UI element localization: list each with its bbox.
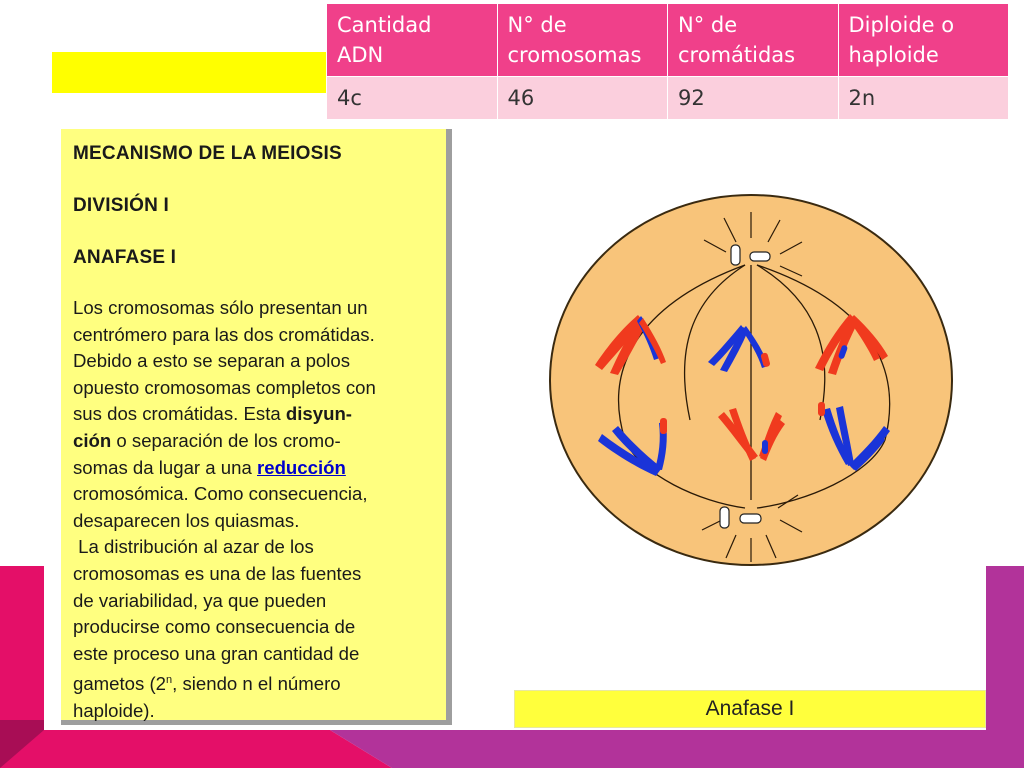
cell-ploidy-value: 2n [838,77,1009,120]
text-line: sus dos cromátidas. Esta disyun- [73,403,353,425]
panel-division: DIVISIÓN I [73,195,169,216]
bottom-band-pink [0,730,392,768]
cell-chromosomes-value: 46 [497,77,668,120]
chromatid-tip [818,402,825,416]
text-line: La distribución al azar de los [73,536,314,558]
panel-title: MECANISMO DE LA MEIOSIS [73,143,342,164]
reduccion-link[interactable]: reducción [257,456,346,478]
table-header-row [327,4,1009,77]
centriole [731,245,740,265]
text-line: cromosómica. Como consecuencia, [73,483,368,505]
text-line: gametos (2$^n$, siendo n el número [73,673,341,695]
text-line: opuesto cromosomas completos con [73,376,376,398]
text-line: centrómero para las dos cromátidas. [73,323,375,345]
text-line: de variabilidad, ya que pueden [73,589,327,611]
table-row [327,77,1009,120]
cell-dna-value: 4c [327,77,498,120]
anaphase-cell-diagram [540,190,980,570]
meiosis-text-panel [61,129,452,725]
header-cell-chromatids: N° de cromátidas [668,4,839,77]
chromosome-table [326,3,1009,120]
title-highlight-strip [52,52,328,93]
cell-chromatids-value: 92 [668,77,839,120]
header-cell-dna: Cantidad ADN [327,4,498,77]
centriole [740,514,761,523]
header-cell-ploidy: Diploide o haploide [838,4,1009,77]
centriole [750,252,770,261]
bottom-band-purple [330,730,1024,768]
chromatid-tip [762,440,768,454]
text-line: este proceso una gran cantidad de [73,642,360,664]
text-line: cromosomas es una de las fuentes [73,562,362,584]
centriole [720,507,729,528]
text-line: Los cromosomas sólo presentan un [73,297,368,318]
panel-phase: ANAFASE I [73,247,177,268]
chromatid-tip [660,418,667,434]
header-cell-chromosomes: N° de cromosomas [497,4,668,77]
text-line: Debido a esto se separan a polos [73,350,351,372]
text-line: somas da lugar a una reducción [73,456,346,478]
text-line: haploide). [73,700,155,722]
text-line: ción o separación de los cromo- [73,429,341,451]
text-line: desaparecen los quiasmas. [73,509,300,531]
text-line: producirse como consecuencia de [73,616,356,638]
panel-body [73,295,436,725]
diagram-caption: Anafase I [514,690,986,728]
